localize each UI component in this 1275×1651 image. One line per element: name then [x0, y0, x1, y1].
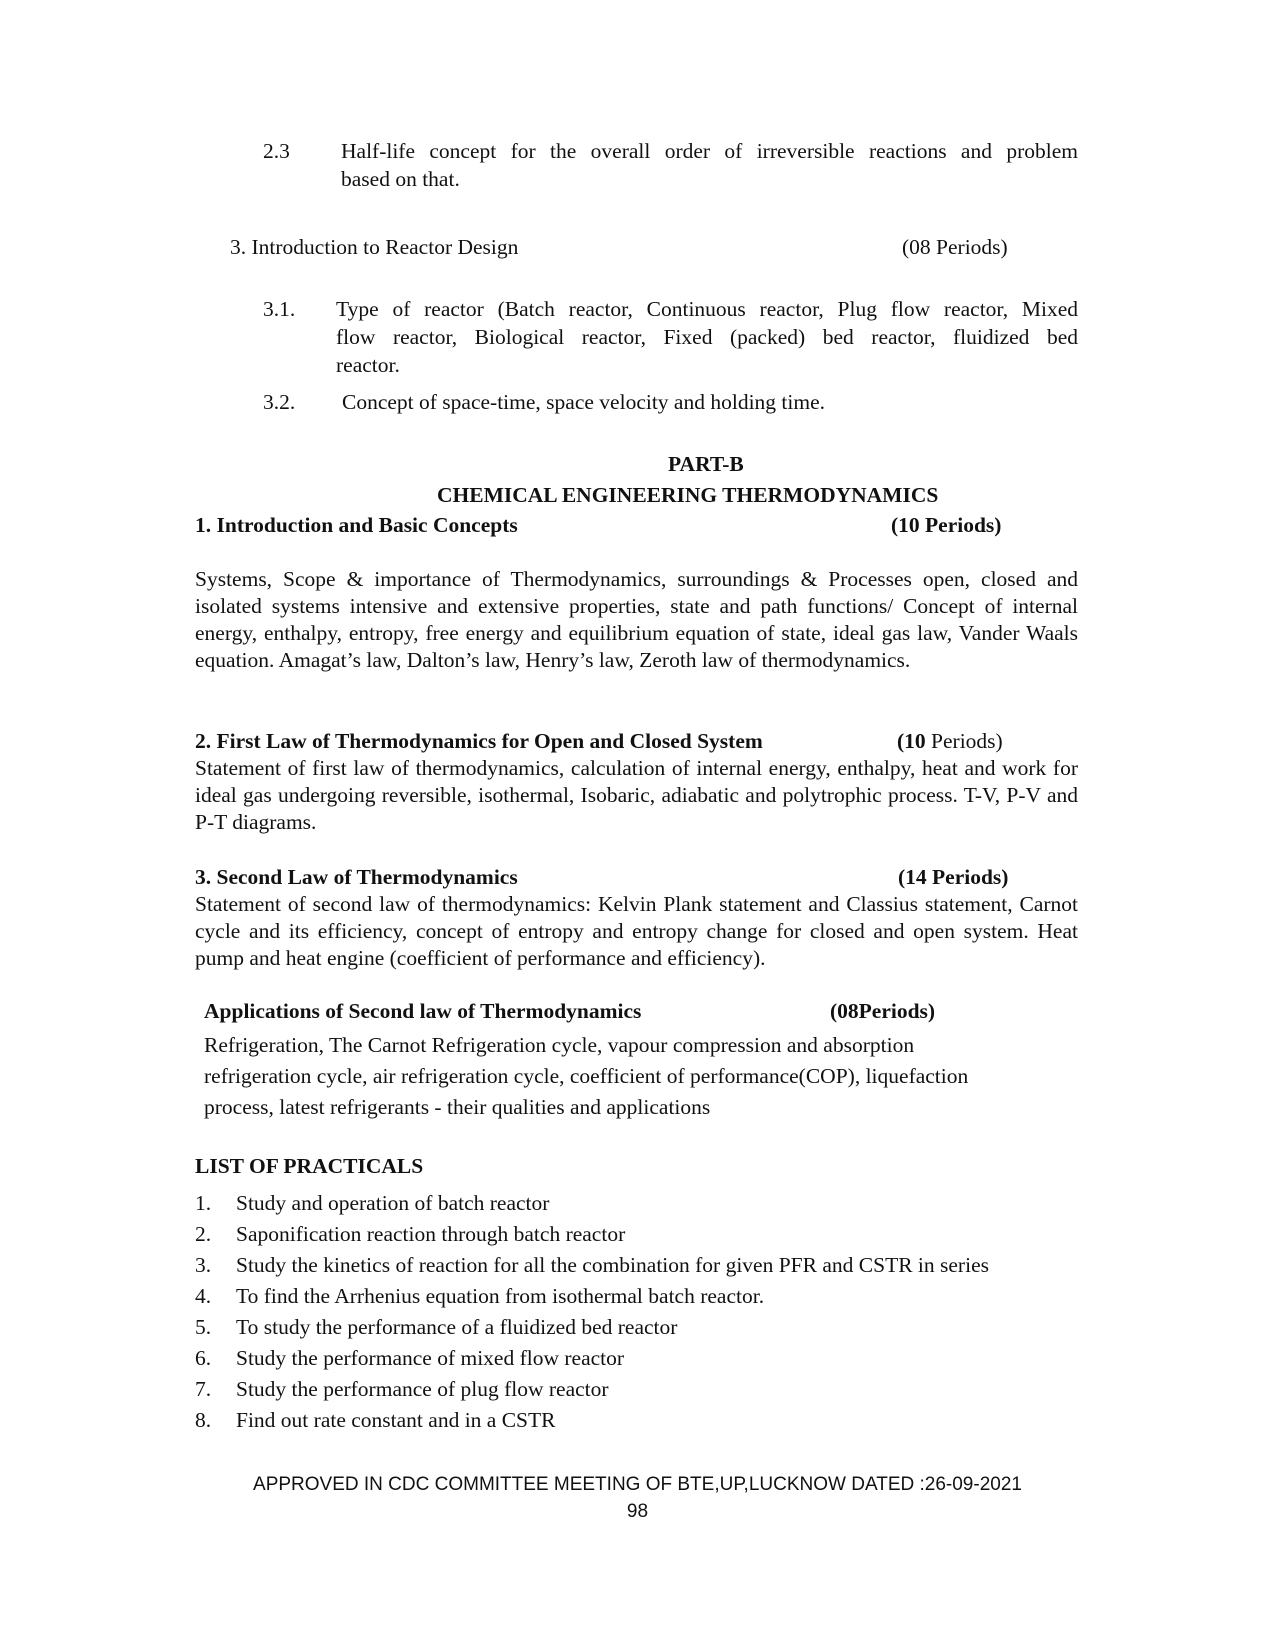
thermo-unit-1-body: Systems, Scope & importance of Thermodynamics, surroundings & Processes open, closed and isolated systems intensive and extensive properties, state and path functions/ Concept of internal energy, enthalpy, entropy, free energy and equilibrium equation of state, ideal gas law, Vander Waals equation. Amagat’s law, Dalton’s law, Henry’s law, Zeroth law of thermodynamics.: [195, 567, 1078, 672]
list-item-number: 3.: [195, 1253, 212, 1277]
item-text: Concept of space-time, space velocity and holding time.: [342, 390, 826, 414]
item-2-3: [263, 138, 1078, 202]
applications-periods: (08Periods): [830, 999, 936, 1023]
list-item-number: 4.: [195, 1284, 212, 1308]
item-number: 3.2.: [263, 390, 296, 414]
approval-footer: APPROVED IN CDC COMMITTEE MEETING OF BTE,UP,LUCKNOW DATED :26-09-2021: [253, 1474, 1022, 1495]
item-text-line: based on that.: [341, 166, 460, 191]
thermo-unit-2-title: 2. First Law of Thermodynamics for Open and Closed System: [195, 729, 763, 753]
list-item: [195, 1281, 1095, 1312]
applications-line: refrigeration cycle, air refrigeration cycle, coefficient of performance(COP), liquefaction: [204, 1064, 969, 1088]
list-item-text: Study the performance of plug flow reactor: [236, 1377, 609, 1401]
list-item-text: To find the Arrhenius equation from isothermal batch reactor.: [236, 1284, 765, 1308]
item-number: 3.1.: [263, 297, 296, 321]
list-item-text: Saponification reaction through batch reactor: [236, 1222, 626, 1246]
applications-line: process, latest refrigerants - their qualities and applications: [204, 1095, 711, 1119]
list-item-number: 6.: [195, 1346, 212, 1370]
list-item: [195, 1343, 1095, 1374]
periods-count: (10: [897, 729, 926, 753]
list-item: [195, 1219, 1095, 1250]
list-item: [195, 1405, 1095, 1436]
applications-body: [204, 1030, 968, 1123]
periods-word: Periods): [931, 729, 1003, 753]
part-b-label: PART-B: [668, 452, 744, 476]
list-item-number: 7.: [195, 1377, 212, 1401]
item-3-2: [263, 389, 1078, 419]
thermo-unit-3-body: Statement of second law of thermodynamics: Kelvin Plank statement and Classius statement, Carnot cycle and its efficiency, concept of entropy and entropy change for closed and open system. Heat pump and heat engine (coefficient of performance and efficiency).: [195, 892, 1078, 970]
thermo-unit-2-periods: [897, 728, 1003, 756]
item-3-1: [263, 296, 1078, 388]
list-item: [195, 1188, 1095, 1219]
list-item-number: 5.: [195, 1315, 212, 1339]
list-item-number: 2.: [195, 1222, 212, 1246]
list-item-text: Study and operation of batch reactor: [236, 1191, 550, 1215]
list-item: [195, 1312, 1095, 1343]
list-item-number: 8.: [195, 1408, 212, 1432]
list-item-text: Study the kinetics of reaction for all the combination for given PFR and CSTR in series: [236, 1253, 989, 1277]
practicals-heading: LIST OF PRACTICALS: [195, 1154, 424, 1178]
applications-line: Refrigeration, The Carnot Refrigeration cycle, vapour compression and absorption: [204, 1033, 915, 1057]
list-item: [195, 1374, 1095, 1405]
thermo-unit-3-title: 3. Second Law of Thermodynamics: [195, 865, 518, 889]
thermo-unit-3-periods: (14 Periods): [898, 865, 1009, 889]
list-item-text: To study the performance of a fluidized bed reactor: [236, 1315, 678, 1339]
thermo-unit-1-periods: (10 Periods): [891, 513, 1002, 537]
practicals-list: [195, 1188, 1095, 1436]
list-item-text: Study the performance of mixed flow reactor: [236, 1346, 625, 1370]
applications-title: Applications of Second law of Thermodynamics: [204, 999, 642, 1023]
item-text-line: Type of reactor (Batch reactor, Continuous reactor, Plug flow reactor, Mixed: [336, 297, 1078, 321]
item-number: 2.3: [263, 139, 290, 163]
thermo-unit-1-title: 1. Introduction and Basic Concepts: [195, 513, 518, 537]
item-text-line: Half-life concept for the overall order of irreversible reactions and problem: [341, 139, 1078, 163]
item-text-line: reactor.: [336, 352, 400, 377]
list-item-text: Find out rate constant and in a CSTR: [236, 1408, 556, 1432]
list-item-number: 1.: [195, 1191, 212, 1215]
item-text-line: flow reactor, Biological reactor, Fixed (packed) bed reactor, fluidized bed: [336, 324, 1078, 349]
thermo-unit-2-body: Statement of first law of thermodynamics, calculation of internal energy, enthalpy, heat and work for ideal gas undergoing reversible, isothermal, Isobaric, adiabatic and polytrophic process. T-V, P-V and P-T diagrams.: [195, 756, 1078, 834]
unit-3-title: 3. Introduction to Reactor Design: [230, 235, 519, 259]
part-b-subject: CHEMICAL ENGINEERING THERMODYNAMICS: [437, 483, 939, 507]
page-number: 98: [626, 1501, 649, 1522]
unit-3-periods: (08 Periods): [902, 235, 1008, 259]
list-item: [195, 1250, 1095, 1281]
